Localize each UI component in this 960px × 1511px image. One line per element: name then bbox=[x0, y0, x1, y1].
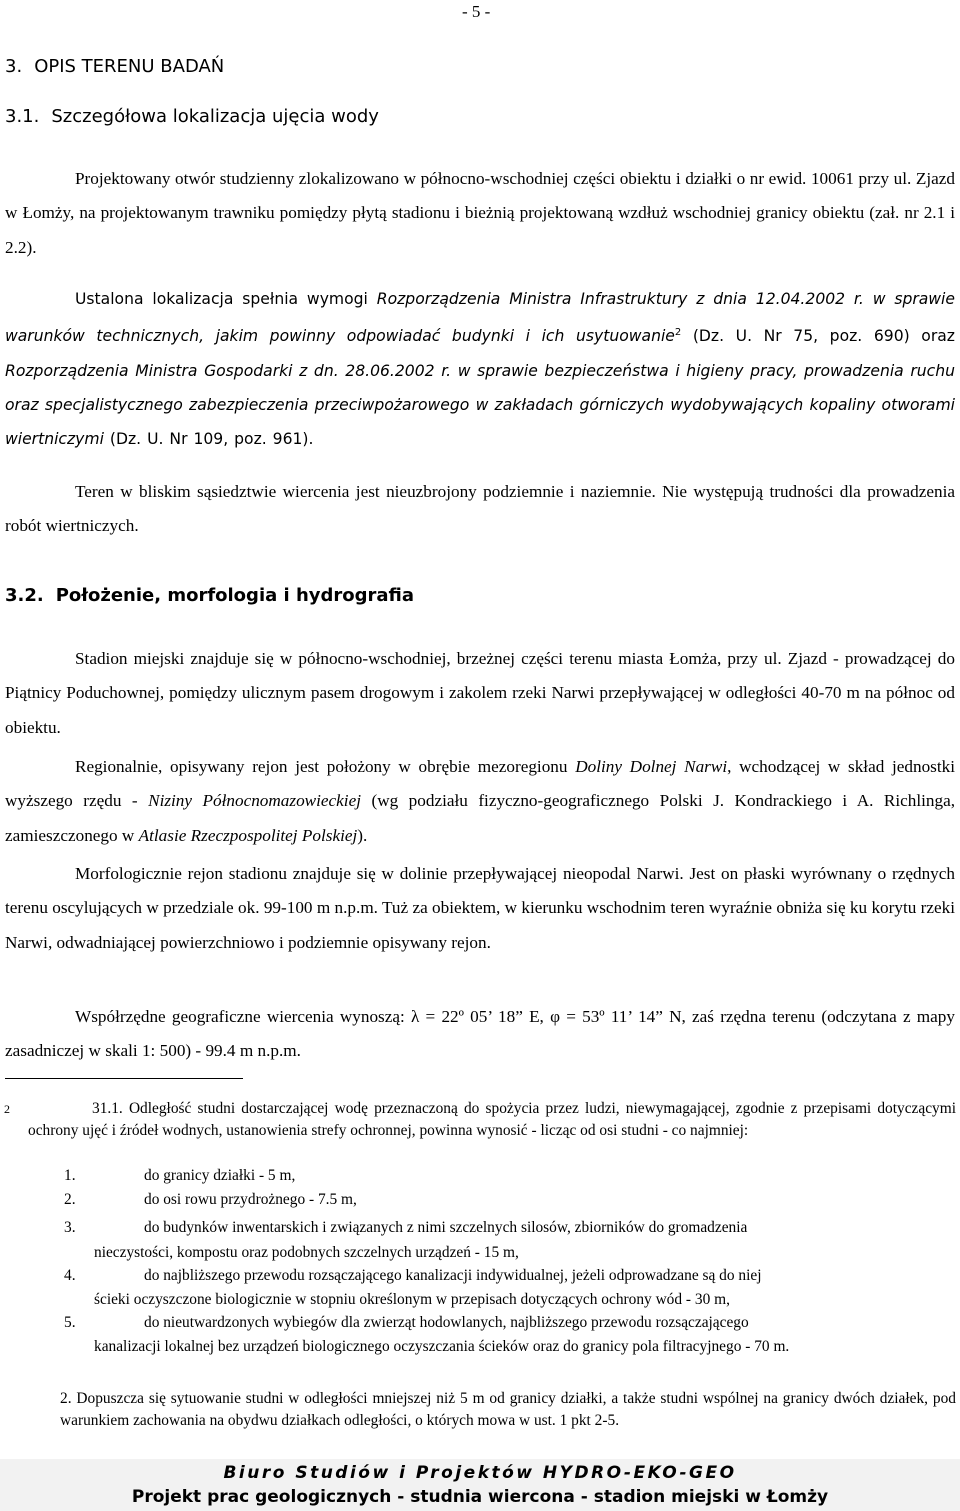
paragraph-stadium-text: Stadion miejski znajduje się w północno-wschodniej, brzeżnej części terenu miasta Łomża, przy ul. Zjazd - prowadzącej do Piątnicy Poduchownej, pomiędzy ulicznym pasem drogowym i zakolem rzeki Narwi przepływającej w odległości 40-70 m na północ od obiektu. bbox=[5, 649, 955, 737]
footer-project: Projekt prac geologicznych - studnia wiercona - stadion miejski w Łomży bbox=[131, 1487, 829, 1507]
paragraph-terrain bbox=[5, 475, 955, 544]
section-3-2-heading bbox=[5, 585, 414, 606]
paragraph-regulations bbox=[5, 282, 955, 456]
footnote-item-5-cont: kanalizacji lokalnej bez urządzeń biologicznego oczyszczania ścieków oraz do granicy pola filtracyjnego - 70 m. bbox=[94, 1338, 790, 1355]
footnote-mark: 2 bbox=[4, 1102, 10, 1116]
region-text-d: Niziny Północnomazowieckiej bbox=[148, 791, 361, 811]
section-3-heading bbox=[5, 56, 224, 77]
section-3-2-title: Położenie, morfologia i hydrografia bbox=[55, 585, 415, 606]
footnote-item-3-text: do budynków inwentarskich i związanych z nimi szczelnych silosów, zbiorników do gromadzenia bbox=[144, 1219, 748, 1236]
footnote-item-3-cont: nieczystości, kompostu oraz podobnych szczelnych urządzeń - 15 m, bbox=[94, 1244, 519, 1261]
regulations-text-a: Ustalona lokalizacja spełnia wymogi bbox=[75, 290, 368, 308]
paragraph-coordinates bbox=[5, 1000, 955, 1069]
footnote-item-1-number: 1. bbox=[64, 1167, 76, 1184]
section-3-1-heading bbox=[5, 106, 379, 127]
paragraph-morphology-text: Morfologicznie rejon stadionu znajduje się w dolinie przepływającej nieopodal Narwi. Jest on płaski wyrównany o rzędnych terenu oscylujących w przedziale ok. 99-100 m n.p.m. Tuż za obiektem, w kierunku wschodnim teren wyraźnie obniża się ku korytu rzeki Narwi, odwadniającej powierzchniowo i podziemnie opisywany rejon. bbox=[5, 864, 955, 952]
footnote-item-5-number: 5. bbox=[64, 1314, 76, 1331]
footnote-item-4-text: do najbliższego przewodu rozsączającego kanalizacji indywidualnej, jeżeli odprowadzane są do niej bbox=[144, 1267, 762, 1284]
region-text-f: Atlasie Rzeczpospolitej Polskiej bbox=[138, 825, 358, 845]
footnote-intro bbox=[4, 1098, 956, 1143]
section-3-1-title: Szczegółowa lokalizacja ujęcia wody bbox=[51, 106, 379, 127]
paragraph-location bbox=[5, 162, 955, 265]
region-text-g: ). bbox=[357, 825, 368, 845]
page-number: - 5 - bbox=[462, 2, 491, 21]
region-text-b: Doliny Dolnej Narwi bbox=[575, 757, 728, 776]
regulations-text-b: Rozporządzenia Ministra Infrastruktury z dnia 12.04.2002 r. w sprawie warunków technicznych, jakim powinny odpowiadać budynki i ich usytuowanie bbox=[5, 290, 955, 346]
footnote-item-2-text: do osi rowu przydrożnego - 7.5 m, bbox=[144, 1191, 357, 1208]
footnote-ref: 2 bbox=[674, 327, 682, 339]
paragraph-morphology bbox=[5, 857, 955, 960]
section-3-1-number: 3.1. bbox=[5, 106, 40, 127]
footnote-item-2-number: 2. bbox=[64, 1191, 76, 1208]
footer-company: Biuro Studiów i Projektów HYDRO-EKO-GEO bbox=[223, 1463, 737, 1483]
paragraph-region bbox=[5, 750, 955, 853]
section-3-2-number: 3.2. bbox=[5, 585, 44, 606]
footnote-separator bbox=[5, 1078, 243, 1079]
paragraph-coordinates-text: Współrzędne geograficzne wiercenia wynoszą: λ = 22º 05’ 18” E, φ = 53º 11’ 14” N, zaś rzędna terenu (odczytana z mapy zasadniczej w skali 1: 500) - 99.4 m n.p.m. bbox=[5, 1007, 955, 1061]
paragraph-terrain-text: Teren w bliskim sąsiedztwie wiercenia jest nieuzbrojony podziemnie i naziemnie. Nie występują trudności dla prowadzenia robót wiertniczych. bbox=[5, 482, 955, 536]
footnote-item-5-text: do nieutwardzonych wybiegów dla zwierząt hodowlanych, najbliższego przewodu rozsączającego bbox=[144, 1314, 749, 1331]
footnote-item-2-paragraph bbox=[60, 1388, 956, 1433]
section-3-title: OPIS TERENU BADAŃ bbox=[34, 56, 225, 77]
footnote-item-3-number: 3. bbox=[64, 1219, 76, 1236]
region-text-e: (wg podziału fizyczno-geograficznego Polski J. Kondrackiego i A. Richlinga, zamieszczonego w bbox=[5, 791, 956, 845]
footnote-item-1-text: do granicy działki - 5 m, bbox=[144, 1167, 296, 1184]
section-3-number: 3. bbox=[5, 56, 23, 77]
region-text-c: , wchodzącej w skład jednostki wyższego rzędu - bbox=[5, 757, 956, 811]
regulations-text-e: (Dz. U. Nr 109, poz. 961). bbox=[109, 430, 314, 449]
regulations-text-d: Rozporządzenia Ministra Gospodarki z dn. 28.06.2002 r. w sprawie bezpieczeństwa i higieny pracy, prowadzenia ruchu oraz specjalistycznego zabezpieczenia przeciwpożarowego w zakładach górniczych wydobywających kopaliny otworami wiertniczymi bbox=[5, 361, 955, 449]
paragraph-stadium bbox=[5, 642, 955, 745]
regulations-text-c: (Dz. U. Nr 75, poz. 690) oraz bbox=[692, 327, 955, 346]
footnote-intro-text: 31.1. Odległość studni dostarczającej wodę przeznaczoną do spożycia przez ludzi, niewymagającej, zgodnie z przepisami dotyczącymi ochrony ujęć i źródeł wodnych, ustanowienia strefy ochronnej, powinna wynosić - licząc od osi studni - co najmniej: bbox=[28, 1100, 956, 1140]
page-footer bbox=[0, 1459, 960, 1511]
footnote-item-4-cont: ścieki oczyszczone biologicznie w stopniu określonym w przepisach dotyczących ochrony wód - 30 m, bbox=[94, 1291, 730, 1308]
paragraph-location-text: Projektowany otwór studzienny zlokalizowano w północno-wschodniej części obiektu i działki o nr ewid. 10061 przy ul. Zjazd w Łomży, na projektowanym trawniku pomiędzy płytą stadionu i bieżnią projektowaną wzdłuż wschodniej granicy obiektu (zał. nr 2.1 i 2.2). bbox=[5, 169, 955, 257]
region-text-a: Regionalnie, opisywany rejon jest położony w obrębie mezoregionu bbox=[75, 757, 568, 776]
footnote-item-4-number: 4. bbox=[64, 1267, 76, 1284]
footnote-item-2-paragraph-text: 2. Dopuszcza się sytuowanie studni w odległości mniejszej niż 5 m od granicy działki, a także studni wspólnej na granicy dwóch działek, pod warunkiem zachowania na obydwu działkach odległości, o których mowa w ust. 1 pkt 2-5. bbox=[60, 1390, 956, 1430]
